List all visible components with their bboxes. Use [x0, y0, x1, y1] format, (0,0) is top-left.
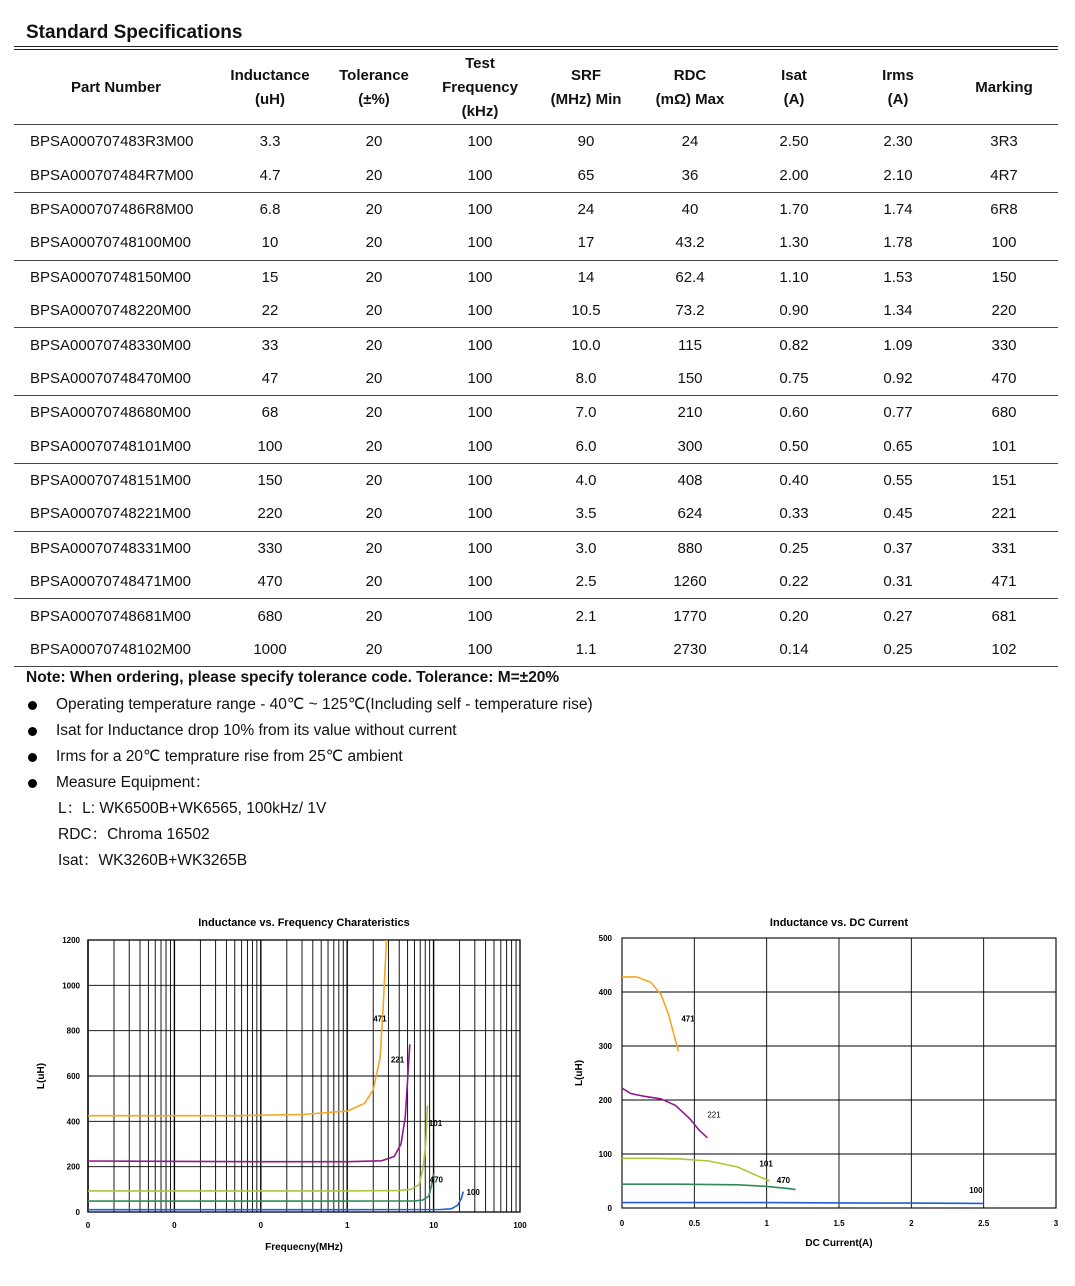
y-tick-label: 800 — [66, 1026, 80, 1036]
table-cell: 1.1 — [534, 633, 638, 667]
x-tick-label: 2.5 — [978, 1219, 990, 1228]
title-rule — [14, 46, 1058, 47]
part-number-cell: BPSA00070748331M00 — [30, 539, 191, 557]
x-tick-label: 1 — [764, 1219, 769, 1228]
table-cell: 20 — [365, 133, 383, 151]
table-row — [14, 565, 1058, 599]
table-cell: 20 — [365, 607, 383, 625]
table-cell: 331 — [991, 539, 1017, 557]
table-cell: 3.3 — [259, 133, 281, 151]
series-label-101: 101 — [759, 1159, 773, 1169]
table-cell: 20 — [365, 200, 383, 218]
table-cell: 20 — [365, 404, 383, 422]
page-title: Standard Specifications — [26, 22, 243, 43]
table-cell: 100 — [467, 133, 493, 151]
table-cell: 20 — [365, 539, 383, 557]
note-text: Irms for a 20℃ temprature rise from 25℃ ambient — [56, 748, 403, 765]
table-cell: 150 — [257, 472, 283, 490]
table-cell: 62.4 — [675, 268, 705, 286]
column-header-line: Irms — [882, 67, 914, 84]
table-cell: 24 — [577, 200, 595, 218]
table-cell: 0.25 — [779, 539, 809, 557]
table-cell: 0.75 — [742, 362, 846, 396]
x-tick-label: 3 — [1053, 1219, 1059, 1228]
table-row — [14, 599, 1058, 633]
table-cell: 1.09 — [883, 336, 913, 354]
series-label-221: 221 — [707, 1110, 721, 1120]
table-cell: 65 — [534, 158, 638, 192]
table-cell: 100 — [426, 430, 534, 464]
table-cell: 100 — [426, 158, 534, 192]
y-tick-label: 400 — [598, 988, 612, 997]
table-cell: 20 — [322, 158, 426, 192]
table-cell: 17 — [534, 226, 638, 260]
y-tick-label: 400 — [66, 1117, 80, 1127]
y-tick-label: 100 — [598, 1150, 612, 1159]
table-row — [14, 192, 1058, 226]
note-text: Operating temperature range - 40℃ ~ 125℃(Including self - temperature rise) — [56, 696, 593, 713]
series-line-221 — [88, 1044, 410, 1161]
column-header-line: (kHz) — [461, 103, 499, 120]
table-cell: 20 — [365, 472, 383, 490]
table-cell: 408 — [677, 472, 703, 490]
x-tick-label: 0 — [85, 1221, 91, 1230]
chart-title: Inductance vs. DC Current — [769, 917, 909, 929]
x-tick-label: 10 — [429, 1221, 439, 1230]
ordering-note: Note: When ordering, please specify tolerance code. Tolerance: M=±20% — [26, 669, 560, 686]
table-cell: 210 — [677, 404, 703, 422]
table-cell: 0.20 — [779, 607, 809, 625]
table-row — [14, 226, 1058, 260]
table-cell: 470 — [950, 362, 1058, 396]
table-cell: 2.5 — [534, 565, 638, 599]
table-cell: 0.14 — [742, 633, 846, 667]
column-header-line: (±%) — [358, 91, 390, 108]
table-cell: 6.8 — [259, 200, 281, 218]
list-item — [26, 824, 593, 850]
column-header-line: Part Number — [70, 79, 162, 96]
table-cell: 36 — [638, 158, 742, 192]
series-line-101 — [622, 1158, 770, 1181]
series-label-100: 100 — [969, 1185, 983, 1195]
table-cell: 100 — [467, 268, 493, 286]
y-tick-label: 600 — [66, 1072, 80, 1081]
table-cell: 220 — [950, 294, 1058, 328]
part-number-cell: BPSA00070748470M00 — [14, 362, 218, 396]
table-cell: 0.25 — [846, 633, 950, 667]
table-cell: 20 — [322, 497, 426, 531]
table-cell: 100 — [467, 472, 493, 490]
table-cell: 100 — [950, 226, 1058, 260]
table-cell: 100 — [426, 633, 534, 667]
table-cell: 10 — [218, 226, 322, 260]
series-line-470 — [622, 1184, 796, 1189]
table-cell: 22 — [218, 294, 322, 328]
table-cell: 20 — [322, 362, 426, 396]
table-cell: 40 — [681, 200, 699, 218]
part-number-cell: BPSA000707484R7M00 — [14, 158, 218, 192]
table-cell: 150 — [638, 362, 742, 396]
table-cell: 1.70 — [779, 200, 809, 218]
part-number-cell: BPSA00070748681M00 — [30, 607, 191, 625]
table-cell: 2.30 — [883, 133, 913, 151]
column-header — [846, 52, 950, 125]
table-cell: 20 — [322, 633, 426, 667]
x-tick-label: 2 — [909, 1219, 914, 1228]
table-cell: 20 — [322, 226, 426, 260]
table-cell: 3.0 — [575, 539, 597, 557]
table-cell: 471 — [950, 565, 1058, 599]
note-text: RDC：Chroma 16502 — [58, 826, 210, 843]
table-cell: 100 — [467, 200, 493, 218]
table-cell: 880 — [677, 539, 703, 557]
table-cell: 10.0 — [571, 336, 601, 354]
table-cell: 330 — [991, 336, 1017, 354]
part-number-cell: BPSA00070748330M00 — [30, 336, 191, 354]
table-cell: 101 — [950, 430, 1058, 464]
y-tick-label: 0 — [75, 1208, 80, 1217]
table-cell: 20 — [365, 268, 383, 286]
notes-list — [26, 694, 593, 876]
series-label-100: 100 — [466, 1188, 480, 1197]
table-cell: 1.78 — [846, 226, 950, 260]
column-header — [638, 52, 742, 125]
table-cell: 2.10 — [846, 158, 950, 192]
x-tick-label: 0 — [258, 1221, 264, 1230]
table-cell: 6R8 — [990, 200, 1018, 218]
table-cell: 4.0 — [575, 472, 597, 490]
y-tick-label: 1200 — [62, 936, 80, 945]
series-label-101: 101 — [428, 1118, 443, 1128]
column-header-line: Frequency — [442, 79, 518, 96]
table-cell: 680 — [257, 607, 283, 625]
column-header-line: (mΩ) Max — [655, 91, 725, 108]
table-row — [14, 294, 1058, 328]
table-row — [14, 362, 1058, 396]
column-header — [14, 52, 218, 125]
bullet-icon — [28, 727, 37, 736]
table-cell: 2730 — [638, 633, 742, 667]
table-cell: 47 — [218, 362, 322, 396]
table-cell: 20 — [322, 294, 426, 328]
table-cell: 100 — [467, 404, 493, 422]
table-cell: 680 — [991, 404, 1017, 422]
list-item — [26, 850, 593, 876]
list-item — [26, 694, 593, 720]
table-cell: 0.92 — [846, 362, 950, 396]
table-cell: 68 — [261, 404, 279, 422]
table-cell: 8.0 — [534, 362, 638, 396]
title-rule — [14, 49, 1058, 50]
column-header-line: (A) — [887, 91, 909, 108]
table-cell: 10.5 — [534, 294, 638, 328]
table-cell: 1.34 — [846, 294, 950, 328]
table-cell: 100 — [426, 565, 534, 599]
column-header-line: Inductance — [230, 67, 310, 84]
part-number-cell: BPSA00070748680M00 — [30, 404, 191, 422]
table-cell: 1260 — [638, 565, 742, 599]
part-number-cell: BPSA00070748471M00 — [14, 565, 218, 599]
x-axis-label: DC Current(A) — [805, 1238, 873, 1249]
table-row — [14, 158, 1058, 192]
table-cell: 2.1 — [575, 607, 597, 625]
table-cell: 0.31 — [846, 565, 950, 599]
part-number-cell: BPSA00070748150M00 — [30, 268, 191, 286]
table-cell: 0.50 — [742, 430, 846, 464]
table-cell: 100 — [426, 362, 534, 396]
part-number-cell: BPSA00070748102M00 — [14, 633, 218, 667]
table-row — [14, 125, 1058, 159]
table-header-row — [14, 52, 1058, 125]
table-cell: 470 — [218, 565, 322, 599]
y-axis-label: L(uH) — [574, 1059, 585, 1087]
part-number-cell: BPSA00070748221M00 — [14, 497, 218, 531]
column-header — [742, 52, 846, 125]
table-row — [14, 260, 1058, 294]
table-cell: 0.60 — [779, 404, 809, 422]
inductance-vs-frequency-chart — [30, 908, 530, 1253]
table-cell: 100 — [426, 497, 534, 531]
part-number-cell: BPSA00070748151M00 — [30, 472, 191, 490]
part-number-cell: BPSA000707483R3M00 — [30, 133, 194, 151]
column-header-line: (MHz) Min — [550, 91, 622, 108]
note-text: L：L: WK6500B+WK6565, 100kHz/ 1V — [58, 800, 327, 817]
x-tick-label: 100 — [513, 1221, 527, 1230]
part-number-cell: BPSA00070748101M00 — [14, 430, 218, 464]
y-tick-label: 300 — [598, 1042, 612, 1051]
list-item — [26, 746, 593, 772]
table-cell: 0.77 — [883, 404, 913, 422]
x-tick-label: 1.5 — [833, 1219, 845, 1228]
y-tick-label: 200 — [66, 1162, 80, 1172]
table-row — [14, 463, 1058, 497]
table-cell: 20 — [365, 336, 383, 354]
table-cell: 151 — [991, 472, 1017, 490]
column-header-line: RDC — [673, 67, 707, 84]
table-cell: 2.00 — [742, 158, 846, 192]
y-tick-label: 1000 — [62, 981, 80, 991]
table-cell: 2.50 — [779, 133, 809, 151]
table-cell: 1770 — [673, 607, 707, 625]
x-tick-label: 0 — [172, 1221, 177, 1230]
table-cell: 102 — [950, 633, 1058, 667]
table-cell: 4R7 — [950, 158, 1058, 192]
table-cell: 100 — [467, 607, 493, 625]
bullet-icon — [28, 779, 37, 788]
table-cell: 20 — [322, 430, 426, 464]
column-header — [534, 52, 638, 125]
table-cell: 6.0 — [534, 430, 638, 464]
x-axis-label: Frequecny(MHz) — [265, 1242, 343, 1253]
table-cell: 0.90 — [742, 294, 846, 328]
table-cell: 100 — [467, 336, 493, 354]
table-cell: 0.45 — [846, 497, 950, 531]
table-cell: 90 — [577, 133, 595, 151]
series-label-471: 471 — [681, 1014, 695, 1024]
table-cell: 1.30 — [742, 226, 846, 260]
series-line-100 — [622, 1203, 984, 1204]
table-cell: 7.0 — [575, 404, 597, 422]
table-cell: 1.74 — [883, 200, 913, 218]
inductance-vs-dc-current-chart — [570, 908, 1070, 1253]
table-cell: 14 — [577, 268, 595, 286]
column-header — [426, 52, 534, 125]
column-header — [950, 52, 1058, 125]
column-header-line: (uH) — [255, 91, 285, 108]
series-line-471 — [88, 940, 387, 1116]
table-cell: 100 — [426, 294, 534, 328]
series-label-221: 221 — [390, 1055, 405, 1065]
table-cell: 1000 — [218, 633, 322, 667]
table-cell: 1.10 — [779, 268, 809, 286]
table-cell: 300 — [638, 430, 742, 464]
table-cell: 0.65 — [846, 430, 950, 464]
column-header — [218, 52, 322, 125]
table-cell: 0.33 — [742, 497, 846, 531]
y-tick-label: 0 — [607, 1204, 612, 1213]
table-row — [14, 633, 1058, 667]
table-cell: 0.37 — [883, 539, 913, 557]
table-cell: 33 — [261, 336, 279, 354]
table-cell: 115 — [678, 336, 702, 354]
table-cell: 0.27 — [883, 607, 913, 625]
series-line-471 — [622, 977, 678, 1052]
table-cell: 1.53 — [883, 268, 913, 286]
note-text: Isat：WK3260B+WK3265B — [58, 852, 248, 869]
table-cell: 43.2 — [638, 226, 742, 260]
table-cell: 100 — [426, 226, 534, 260]
series-label-470: 470 — [429, 1175, 444, 1185]
chart-title: Inductance vs. Frequency Charateristics — [198, 917, 410, 929]
column-header-line: Test — [465, 55, 495, 72]
note-text: Isat for Inductance drop 10% from its value without current — [56, 722, 457, 739]
spec-table — [14, 52, 1058, 667]
table-cell: 624 — [638, 497, 742, 531]
y-tick-label: 500 — [598, 934, 612, 943]
table-row — [14, 396, 1058, 430]
part-number-cell: BPSA00070748220M00 — [14, 294, 218, 328]
table-row — [14, 497, 1058, 531]
y-axis-label: L(uH) — [36, 1062, 47, 1090]
column-header-line: Isat — [781, 67, 807, 84]
part-number-cell: BPSA00070748100M00 — [14, 226, 218, 260]
note-text: Measure Equipment： — [56, 774, 211, 791]
table-cell: 4.7 — [218, 158, 322, 192]
table-cell: 681 — [991, 607, 1017, 625]
table-cell: 0.55 — [883, 472, 913, 490]
column-header-line: SRF — [571, 67, 601, 84]
table-cell: 3.5 — [534, 497, 638, 531]
column-header-line: Marking — [975, 79, 1033, 96]
table-cell: 0.40 — [779, 472, 809, 490]
table-row — [14, 531, 1058, 565]
column-header-line: Tolerance — [339, 67, 409, 84]
table-cell: 3R3 — [990, 133, 1018, 151]
x-tick-label: 1 — [344, 1221, 350, 1230]
bullet-icon — [28, 701, 37, 710]
series-label-470: 470 — [776, 1176, 791, 1186]
table-cell: 20 — [322, 565, 426, 599]
table-cell: 100 — [467, 539, 493, 557]
table-cell: 73.2 — [638, 294, 742, 328]
column-header-line: (A) — [783, 91, 805, 108]
x-tick-label: 0 — [619, 1219, 625, 1228]
table-cell: 221 — [950, 497, 1058, 531]
series-label-471: 471 — [373, 1014, 387, 1024]
table-cell: 150 — [991, 268, 1017, 286]
table-cell: 0.82 — [779, 336, 809, 354]
x-tick-label: 0.5 — [688, 1219, 700, 1228]
series-line-101 — [88, 1106, 428, 1191]
table-cell: 100 — [218, 430, 322, 464]
list-item — [26, 720, 593, 746]
table-cell: 15 — [261, 268, 279, 286]
table-cell: 220 — [218, 497, 322, 531]
table-row — [14, 430, 1058, 464]
table-cell: 330 — [257, 539, 283, 557]
table-cell: 24 — [681, 133, 699, 151]
bullet-icon — [28, 753, 37, 762]
column-header — [322, 52, 426, 125]
list-item — [26, 772, 593, 798]
part-number-cell: BPSA000707486R8M00 — [30, 200, 194, 218]
list-item — [26, 798, 593, 824]
y-tick-label: 200 — [598, 1096, 612, 1105]
table-cell: 0.22 — [742, 565, 846, 599]
table-row — [14, 328, 1058, 362]
